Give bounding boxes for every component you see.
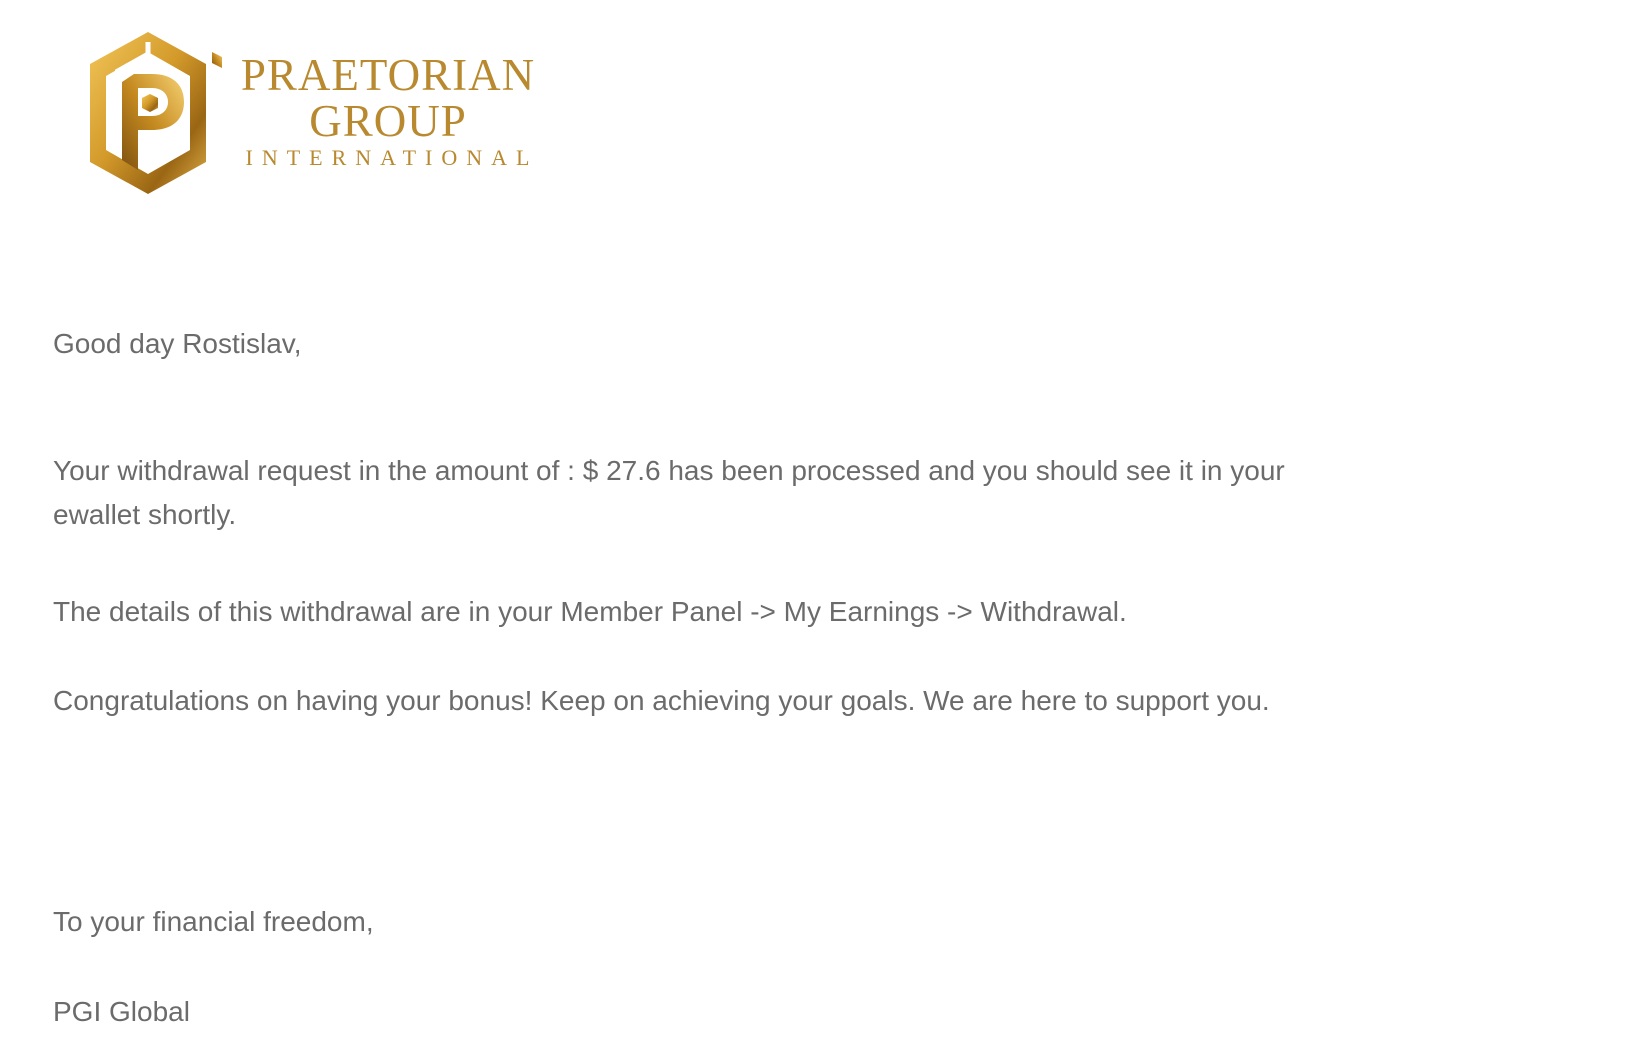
company-logo <box>88 22 558 212</box>
email-signature: PGI Global <box>53 996 190 1027</box>
email-greeting: Good day Rostislav, <box>53 328 302 359</box>
congratulations-paragraph: Congratulations on having your bonus! Keep on achieving your goals. We are here to support you. <box>53 685 1270 716</box>
praetorian-hexagon-logo-icon <box>88 22 228 212</box>
logo-text-praetorian: PRAETORIAN <box>240 50 536 100</box>
logo-text-group: GROUP <box>309 96 467 146</box>
withdrawal-processed-paragraph: Your withdrawal request in the amount of : $ 27.6 has been processed and you should see it in your ewallet shortly. <box>53 455 1285 530</box>
logo-text-international: INTERNATIONAL <box>245 145 539 170</box>
withdrawal-details-paragraph: The details of this withdrawal are in your Member Panel -> My Earnings -> Withdrawal. <box>53 596 1127 627</box>
logo-wordmark <box>228 52 548 172</box>
email-closing: To your financial freedom, <box>53 906 374 937</box>
